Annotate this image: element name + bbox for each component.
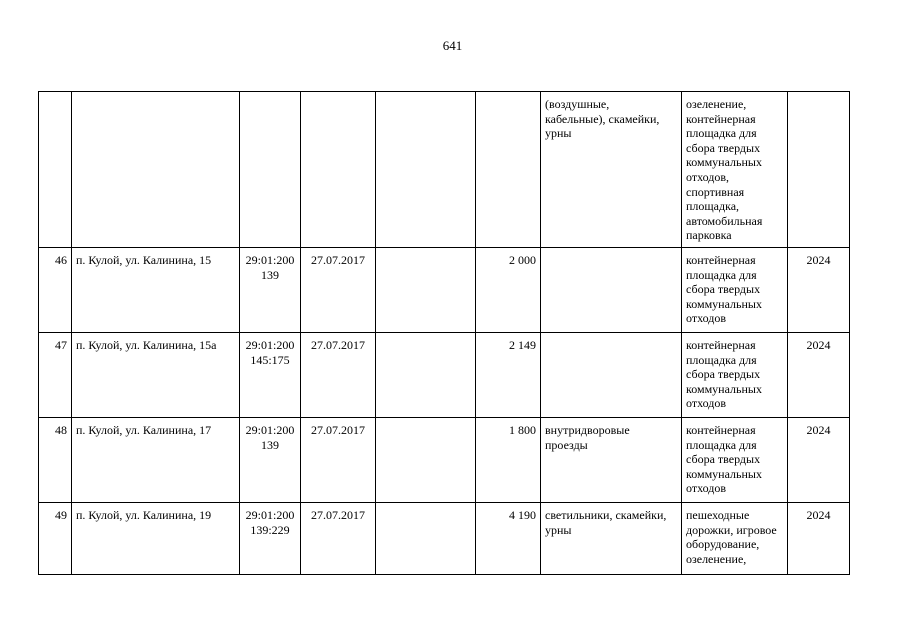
area-cell: 2 149 — [476, 333, 541, 418]
empty-cell — [376, 92, 476, 248]
cadastral-number-cell: 29:01:200 139 — [240, 248, 301, 333]
elements-cell: светильники, скамейки, урны — [541, 503, 682, 575]
cadastral-number-cell: 29:01:200 139:229 — [240, 503, 301, 575]
row-number-cell: 47 — [39, 333, 72, 418]
date-cell: 27.07.2017 — [301, 333, 376, 418]
row-number-cell: 48 — [39, 418, 72, 503]
year-cell — [788, 92, 850, 248]
row-number-cell: 49 — [39, 503, 72, 575]
improvements-cell: контейнерная площадка для сбора твердых коммунальных отходов — [682, 248, 788, 333]
elements-cell — [541, 248, 682, 333]
improvements-cell: пешеходные дорожки, игровое оборудование, озеленение, — [682, 503, 788, 575]
table-row — [39, 248, 850, 333]
row-number-cell: 46 — [39, 248, 72, 333]
improvements-cell: контейнерная площадка для сбора твердых коммунальных отходов — [682, 418, 788, 503]
area-cell: 2 000 — [476, 248, 541, 333]
improvements-cell: озеленение, контейнерная площадка для сбора твердых коммунальных отходов, спортивная площадка, автомобильная парковка — [682, 92, 788, 248]
elements-cell: внутридворовые проезды — [541, 418, 682, 503]
year-cell: 2024 — [788, 333, 850, 418]
date-cell: 27.07.2017 — [301, 248, 376, 333]
address-cell — [72, 92, 240, 248]
area-cell — [476, 92, 541, 248]
address-cell: п. Кулой, ул. Калинина, 15а — [72, 333, 240, 418]
address-cell: п. Кулой, ул. Калинина, 19 — [72, 503, 240, 575]
date-cell: 27.07.2017 — [301, 503, 376, 575]
address-cell: п. Кулой, ул. Калинина, 17 — [72, 418, 240, 503]
address-cell: п. Кулой, ул. Калинина, 15 — [72, 248, 240, 333]
table-row — [39, 503, 850, 575]
table-row — [39, 418, 850, 503]
empty-cell — [376, 503, 476, 575]
registry-table — [38, 91, 850, 575]
empty-cell — [376, 248, 476, 333]
page-number: 641 — [442, 38, 463, 53]
year-cell: 2024 — [788, 503, 850, 575]
date-cell: 27.07.2017 — [301, 418, 376, 503]
area-cell: 4 190 — [476, 503, 541, 575]
table-row — [39, 333, 850, 418]
cadastral-number-cell: 29:01:200 145:175 — [240, 333, 301, 418]
elements-cell — [541, 333, 682, 418]
empty-cell — [376, 418, 476, 503]
year-cell: 2024 — [788, 418, 850, 503]
year-cell: 2024 — [788, 248, 850, 333]
table-row — [39, 92, 850, 248]
row-number-cell — [39, 92, 72, 248]
area-cell: 1 800 — [476, 418, 541, 503]
empty-cell — [376, 333, 476, 418]
cadastral-number-cell: 29:01:200 139 — [240, 418, 301, 503]
date-cell — [301, 92, 376, 248]
elements-cell: (воздушные, кабельные), скамейки, урны — [541, 92, 682, 248]
cadastral-number-cell — [240, 92, 301, 248]
improvements-cell: контейнерная площадка для сбора твердых коммунальных отходов — [682, 333, 788, 418]
